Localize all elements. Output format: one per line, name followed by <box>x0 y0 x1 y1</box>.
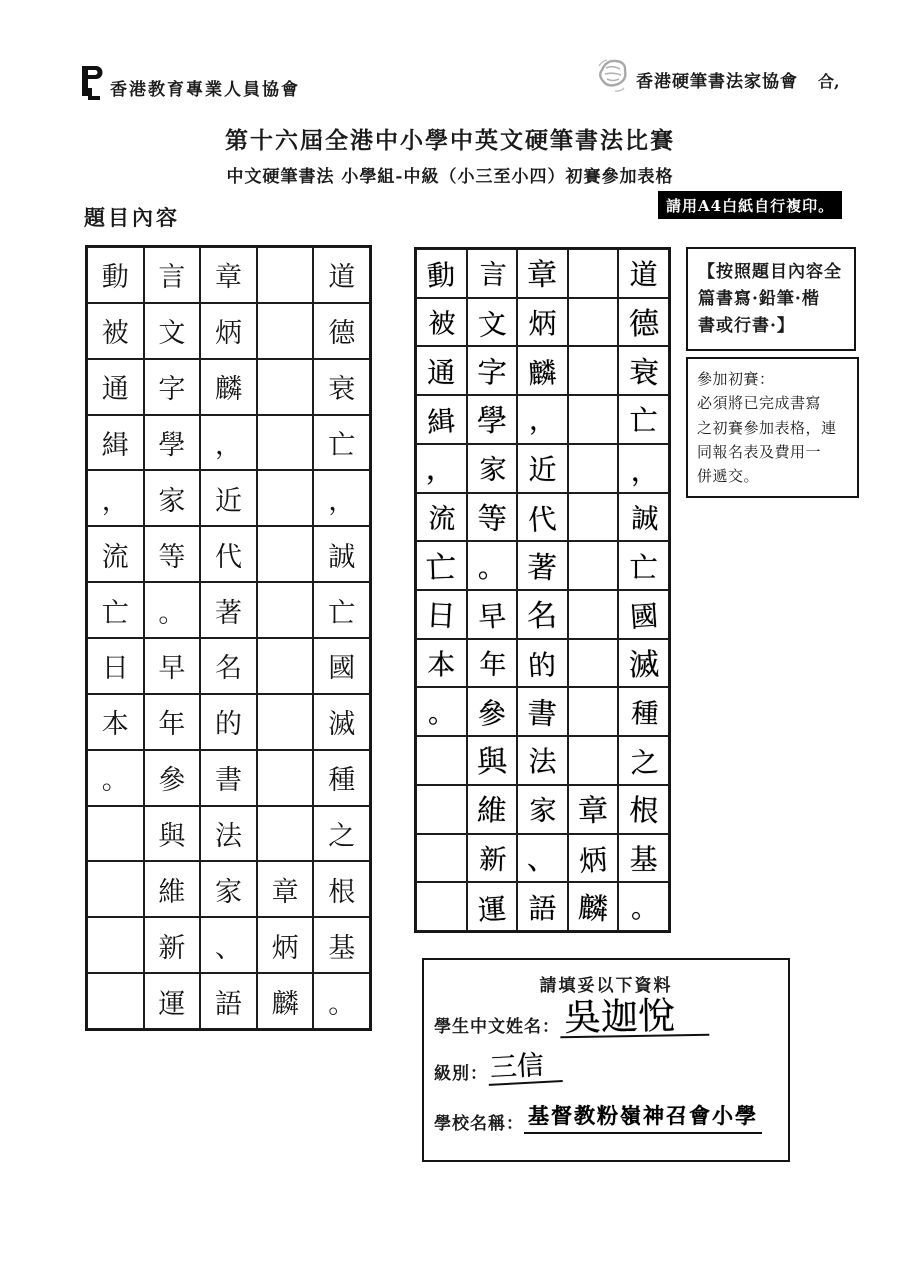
grid-cell: 衰 <box>313 359 370 415</box>
handwritten-cell: 年 <box>467 639 518 688</box>
participation-line: 之初賽參加表格，連 <box>697 418 837 437</box>
grid-cell: ， <box>313 470 370 526</box>
grid-cell: 代 <box>200 526 257 582</box>
school-row <box>434 1100 788 1134</box>
handwritten-cell: 名 <box>517 590 568 639</box>
handwritten-cell: 新 <box>467 834 518 883</box>
handwritten-cell: 書 <box>517 687 568 736</box>
grid-cell: 書 <box>200 750 257 806</box>
grid-cell: 動 <box>87 247 144 303</box>
handwritten-cell: 法 <box>517 736 568 785</box>
handwritten-cell: 。 <box>618 882 669 931</box>
section-label: 題目內容 <box>84 206 180 230</box>
instruction-line: 【按照題目內容全 <box>698 262 842 282</box>
grid-cell: 章 <box>257 861 314 917</box>
grid-cell: 學 <box>144 415 201 471</box>
grid-cell <box>257 359 314 415</box>
grid-cell: 法 <box>200 806 257 862</box>
grid-cell: 文 <box>144 303 201 359</box>
handwritten-cell: 本 <box>416 639 467 688</box>
handwritten-cell: 基 <box>618 834 669 883</box>
handwritten-cell: 滅 <box>618 639 669 688</box>
grid-cell: 緝 <box>87 415 144 471</box>
grid-cell: 通 <box>87 359 144 415</box>
handwritten-cell: 章 <box>517 249 568 298</box>
handwritten-cell: 。 <box>467 541 518 590</box>
grid-cell <box>87 973 144 1029</box>
instruction-box <box>686 247 856 351</box>
handwritten-cell: 麟 <box>517 346 568 395</box>
grid-cell <box>257 415 314 471</box>
handwritten-cell: 代 <box>517 493 568 542</box>
grid-cell: 章 <box>200 247 257 303</box>
instruction-line: 書或行書·】 <box>698 316 795 337</box>
grid-cell: 炳 <box>257 917 314 973</box>
grid-cell: 亡 <box>313 582 370 638</box>
class-label: 級別： <box>434 1064 488 1084</box>
grid-cell: 年 <box>144 694 201 750</box>
handwritten-cell <box>568 493 619 542</box>
handwritten-cell: 流 <box>416 493 467 542</box>
handwritten-cell: 語 <box>517 882 568 931</box>
handwritten-cell <box>568 395 619 444</box>
header-right-suffix: 合, <box>818 72 840 91</box>
handwritten-cell: 家 <box>517 785 568 834</box>
instruction-line: 篇書寫·鉛筆·楷 <box>698 289 820 310</box>
handwritten-cell <box>568 541 619 590</box>
grid-cell: 維 <box>144 861 201 917</box>
handwritten-cell: 炳 <box>568 834 619 883</box>
grid-cell: 麟 <box>200 359 257 415</box>
handwritten-cell: ， <box>517 395 568 444</box>
grid-cell: 。 <box>144 582 201 638</box>
grid-cell: 早 <box>144 638 201 694</box>
handwritten-cell <box>568 249 619 298</box>
grid-cell: 流 <box>87 526 144 582</box>
page-title: 第十六屆全港中小學中英文硬筆書法比賽 <box>225 127 675 154</box>
grid-cell: 之 <box>313 806 370 862</box>
grid-cell <box>87 861 144 917</box>
header-left-org: 香港教育專業人員協會 <box>110 80 300 100</box>
handwritten-cell <box>568 590 619 639</box>
handwritten-cell <box>416 736 467 785</box>
handwritten-cell: ， <box>416 444 467 493</box>
copy-notice: 請用A4白紙自行複印。 <box>658 191 842 219</box>
handwritten-cell: 緝 <box>416 395 467 444</box>
handwritten-cell: 通 <box>416 346 467 395</box>
handwritten-cell: 言 <box>467 249 518 298</box>
handwritten-cell <box>568 346 619 395</box>
handwritten-cell <box>568 687 619 736</box>
grid-cell: 等 <box>144 526 201 582</box>
participation-line: 同報名表及費用一 <box>697 442 822 461</box>
grid-cell: 言 <box>144 247 201 303</box>
handwritten-cell: 學 <box>467 395 518 444</box>
grid-cell: 種 <box>313 750 370 806</box>
grid-cell: 滅 <box>313 694 370 750</box>
class-value: 三信 <box>487 1051 563 1086</box>
grid-cell: 與 <box>144 806 201 862</box>
association-seal-icon <box>594 56 632 96</box>
header-right <box>594 56 840 96</box>
handwritten-cell <box>568 736 619 785</box>
handwritten-cell: 章 <box>568 785 619 834</box>
grid-cell: 的 <box>200 694 257 750</box>
grid-cell: ， <box>200 415 257 471</box>
handwritten-cell <box>568 639 619 688</box>
grid-cell: 麟 <box>257 973 314 1029</box>
grid-cell: 家 <box>200 861 257 917</box>
handwritten-cell: 亡 <box>416 541 467 590</box>
handwritten-cell <box>568 444 619 493</box>
handwritten-cell: 誠 <box>618 493 669 542</box>
grid-cell: 日 <box>87 638 144 694</box>
handwritten-cell: 著 <box>517 541 568 590</box>
grid-cell: 新 <box>144 917 201 973</box>
student-name-label: 學生中文姓名： <box>434 1017 560 1037</box>
page-subtitle: 中文硬筆書法 小學組-中級（小三至小四）初賽參加表格 <box>226 167 674 187</box>
participation-line: 併遞交。 <box>697 467 760 486</box>
participation-title: 參加初賽： <box>697 370 775 388</box>
grid-cell <box>87 917 144 973</box>
grid-cell: 亡 <box>87 582 144 638</box>
handwritten-cell: 運 <box>467 882 518 931</box>
handwritten-cell: 日 <box>416 590 467 639</box>
handwritten-cell: 國 <box>618 590 669 639</box>
handwritten-cell: 參 <box>467 687 518 736</box>
grid-cell: 近 <box>200 470 257 526</box>
handwritten-cell: 的 <box>517 639 568 688</box>
grid-cell: 誠 <box>313 526 370 582</box>
grid-cell: 德 <box>313 303 370 359</box>
handwritten-cell: 麟 <box>568 882 619 931</box>
grid-cell <box>257 582 314 638</box>
handwritten-cell: 、 <box>517 834 568 883</box>
handwritten-cell: ， <box>618 444 669 493</box>
handwritten-cell: 字 <box>467 346 518 395</box>
header-left <box>76 64 300 102</box>
grid-cell: 名 <box>200 638 257 694</box>
grid-cell <box>257 526 314 582</box>
grid-cell: 語 <box>200 973 257 1029</box>
grid-cell: 字 <box>144 359 201 415</box>
handwritten-cell: 之 <box>618 736 669 785</box>
grid-cell: ， <box>87 470 144 526</box>
handwritten-cell: 與 <box>467 736 518 785</box>
grid-cell: 家 <box>144 470 201 526</box>
grid-cell <box>257 750 314 806</box>
grid-cell <box>87 806 144 862</box>
question-grid <box>85 245 372 1031</box>
handwritten-cell: 早 <box>467 590 518 639</box>
school-label: 學校名稱： <box>434 1114 524 1134</box>
school-value: 基督教粉嶺神召會小學 <box>524 1100 762 1134</box>
handwritten-cell: 種 <box>618 687 669 736</box>
handwritten-grid <box>414 247 671 933</box>
student-info-form <box>422 958 790 1162</box>
handwritten-cell <box>568 298 619 347</box>
handwritten-cell: 德 <box>618 298 669 347</box>
grid-cell: 炳 <box>200 303 257 359</box>
handwritten-cell <box>416 785 467 834</box>
grid-cell <box>257 694 314 750</box>
grid-cell: 本 <box>87 694 144 750</box>
handwritten-cell: 家 <box>467 444 518 493</box>
handwritten-cell: 亡 <box>618 395 669 444</box>
grid-cell <box>257 638 314 694</box>
handwritten-cell <box>416 882 467 931</box>
handwritten-cell: 近 <box>517 444 568 493</box>
student-name-value: 吳迦悅 <box>560 997 710 1039</box>
ptu-logo-icon <box>76 64 104 102</box>
grid-cell: 亡 <box>313 415 370 471</box>
handwritten-cell <box>416 834 467 883</box>
grid-cell: 基 <box>313 917 370 973</box>
student-name-row <box>434 994 788 1040</box>
form-title: 請填妥以下資料 <box>539 976 673 996</box>
grid-cell: 。 <box>87 750 144 806</box>
grid-cell: 被 <box>87 303 144 359</box>
grid-cell: 參 <box>144 750 201 806</box>
grid-cell: 、 <box>200 917 257 973</box>
grid-cell: 著 <box>200 582 257 638</box>
grid-cell <box>257 470 314 526</box>
handwritten-cell: 炳 <box>517 298 568 347</box>
grid-cell <box>257 806 314 862</box>
handwritten-cell: 動 <box>416 249 467 298</box>
handwritten-cell: 根 <box>618 785 669 834</box>
grid-cell: 運 <box>144 973 201 1029</box>
handwritten-cell: 被 <box>416 298 467 347</box>
grid-cell: 根 <box>313 861 370 917</box>
handwritten-cell: 維 <box>467 785 518 834</box>
class-row <box>434 1050 788 1084</box>
handwritten-cell: 亡 <box>618 541 669 590</box>
grid-cell: 。 <box>313 973 370 1029</box>
handwritten-cell: 文 <box>467 298 518 347</box>
grid-cell <box>257 303 314 359</box>
participation-box <box>686 357 859 498</box>
handwritten-cell: 衰 <box>618 346 669 395</box>
handwritten-cell: 道 <box>618 249 669 298</box>
participation-line: 必須將已完成書寫 <box>697 394 822 413</box>
grid-cell <box>257 247 314 303</box>
handwritten-cell: 。 <box>416 687 467 736</box>
grid-cell: 道 <box>313 247 370 303</box>
header-right-org: 香港硬筆書法家協會 <box>636 72 798 92</box>
handwritten-cell: 等 <box>467 493 518 542</box>
grid-cell: 國 <box>313 638 370 694</box>
